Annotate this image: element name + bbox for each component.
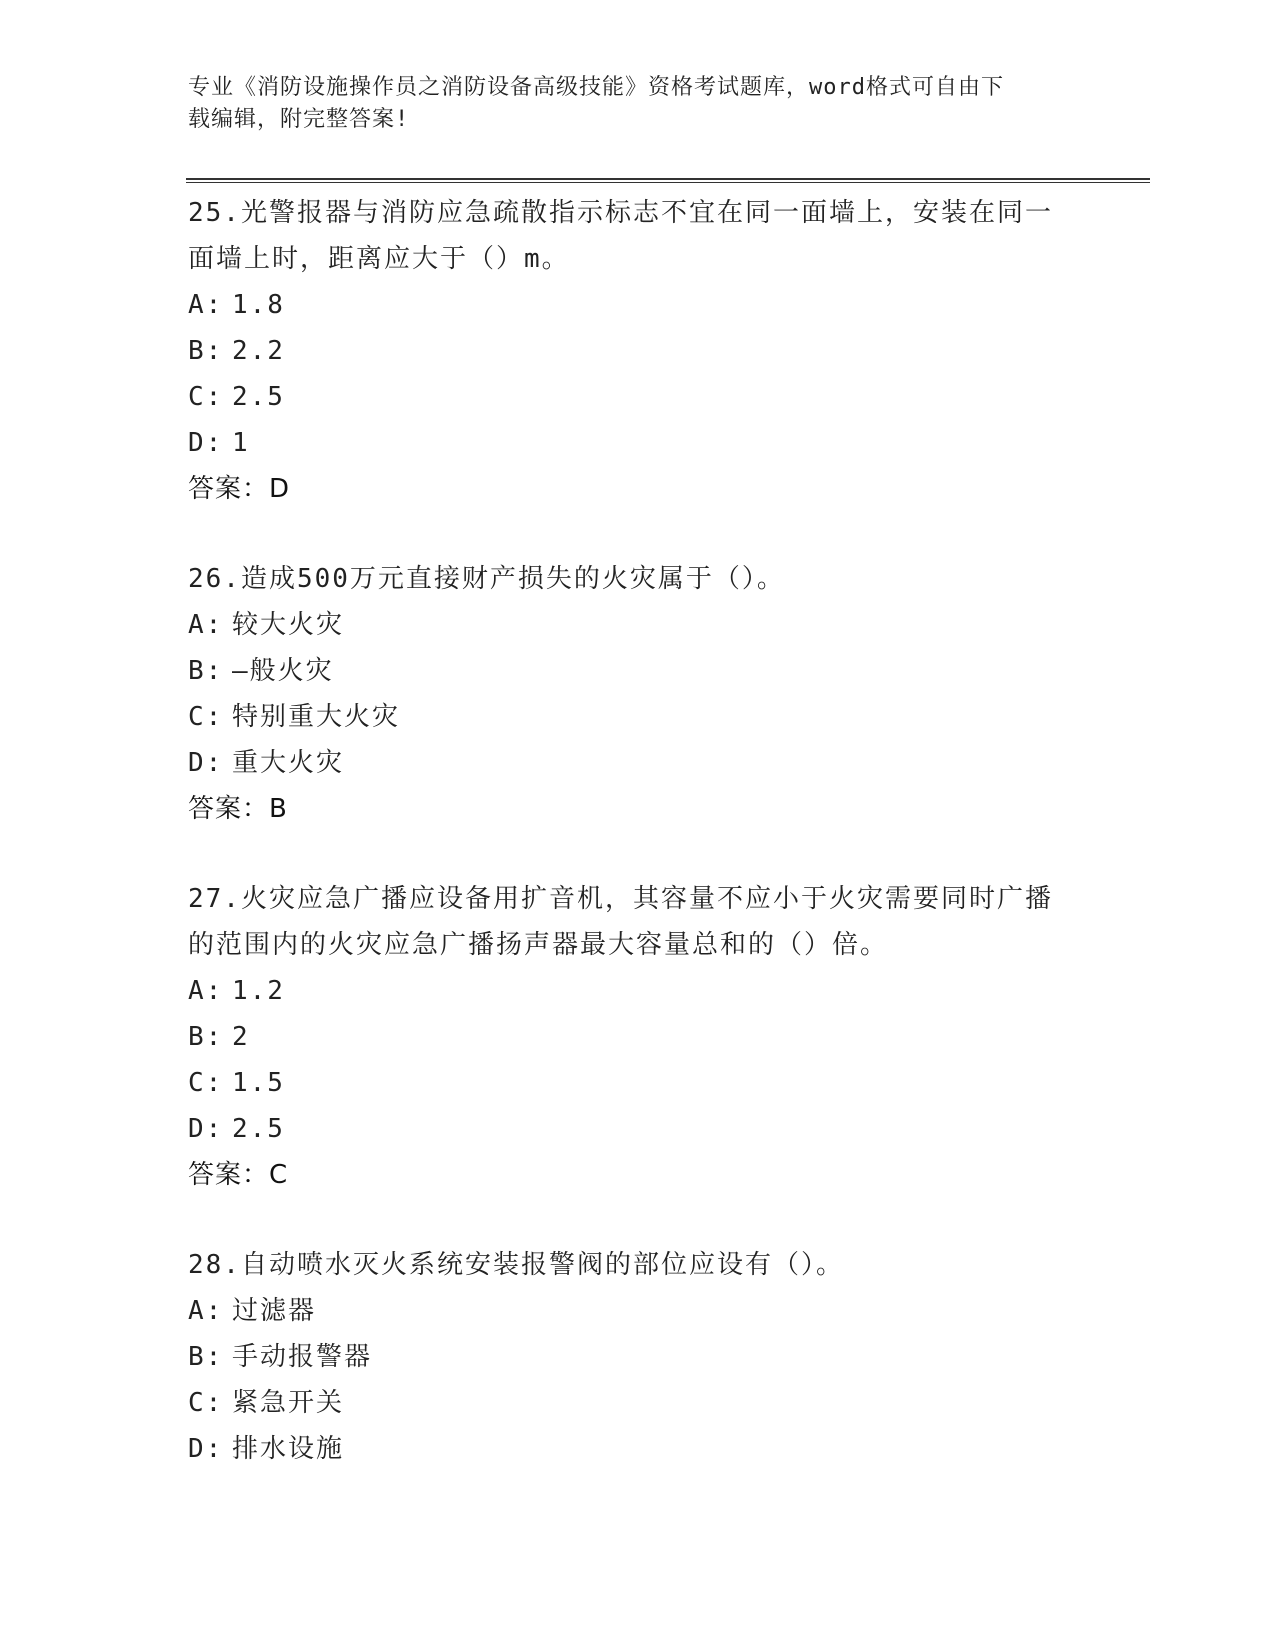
- option-text: 1: [232, 428, 250, 458]
- option-text: 2.5: [232, 382, 285, 412]
- option-letter: D:: [188, 748, 224, 778]
- option-letter: A:: [188, 976, 224, 1006]
- question-stem-line: 26.造成500万元直接财产损失的火灾属于（）。: [188, 564, 785, 594]
- option-letter: D:: [188, 1114, 224, 1144]
- header-line-1: 专业《消防设施操作员之消防设备高级技能》资格考试题库，word格式可自由下: [188, 75, 1004, 100]
- option-letter: B:: [188, 1342, 224, 1372]
- option-c: [188, 1380, 1088, 1426]
- option-text: 1.8: [232, 290, 285, 320]
- option-a: [188, 968, 1088, 1014]
- question-25: [188, 190, 1088, 512]
- option-letter: B:: [188, 336, 224, 366]
- option-letter: C:: [188, 1068, 224, 1098]
- option-a: [188, 602, 1088, 648]
- option-b: [188, 328, 1088, 374]
- option-d: [188, 1426, 1088, 1472]
- option-letter: C:: [188, 1388, 224, 1418]
- question-stem-line: 面墙上时，距离应大于（）m。: [188, 244, 570, 274]
- option-text: 手动报警器: [232, 1342, 373, 1372]
- option-letter: B:: [188, 656, 224, 686]
- question-stem-line: 28.自动喷水灭火系统安装报警阀的部位应设有（）。: [188, 1250, 844, 1280]
- option-text: 2.5: [232, 1114, 285, 1144]
- document-header: [188, 72, 1088, 136]
- option-c: [188, 1060, 1088, 1106]
- option-d: [188, 740, 1088, 786]
- option-text: 2.2: [232, 336, 285, 366]
- header-line-2: 载编辑，附完整答案!: [188, 107, 410, 132]
- question-stem-line: 的范围内的火灾应急广播扬声器最大容量总和的（）倍。: [188, 930, 889, 960]
- option-text: 2: [232, 1022, 250, 1052]
- option-letter: C:: [188, 702, 224, 732]
- option-a: [188, 282, 1088, 328]
- question-stem-line: 27.火灾应急广播应设备用扩音机，其容量不应小于火灾需要同时广播: [188, 884, 1053, 914]
- option-letter: A:: [188, 1296, 224, 1326]
- option-text: —般火灾: [232, 656, 334, 686]
- option-text: 特别重大火灾: [232, 702, 401, 732]
- option-d: [188, 1106, 1088, 1152]
- option-c: [188, 694, 1088, 740]
- option-b: [188, 1014, 1088, 1060]
- option-d: [188, 420, 1088, 466]
- option-text: 较大火灾: [232, 610, 345, 640]
- option-text: 1.5: [232, 1068, 285, 1098]
- header-divider: [186, 178, 1150, 183]
- option-letter: B:: [188, 1022, 224, 1052]
- option-b: [188, 648, 1088, 694]
- option-letter: D:: [188, 1434, 224, 1464]
- option-text: 1.2: [232, 976, 285, 1006]
- option-text: 紧急开关: [232, 1388, 345, 1418]
- option-text: 过滤器: [232, 1296, 317, 1326]
- option-text: 重大火灾: [232, 748, 345, 778]
- question-stem-line: 25.光警报器与消防应急疏散指示标志不宜在同一面墙上，安装在同一: [188, 198, 1053, 228]
- option-b: [188, 1334, 1088, 1380]
- question-28: [188, 1242, 1088, 1472]
- option-letter: A:: [188, 290, 224, 320]
- option-letter: A:: [188, 610, 224, 640]
- answer-line: 答案：C: [188, 1160, 289, 1190]
- question-list: [188, 190, 1088, 1516]
- answer-line: 答案：B: [188, 794, 288, 824]
- question-26: [188, 556, 1088, 832]
- option-letter: D:: [188, 428, 224, 458]
- option-letter: C:: [188, 382, 224, 412]
- option-c: [188, 374, 1088, 420]
- option-text: 排水设施: [232, 1434, 345, 1464]
- question-27: [188, 876, 1088, 1198]
- answer-line: 答案：D: [188, 474, 291, 504]
- option-a: [188, 1288, 1088, 1334]
